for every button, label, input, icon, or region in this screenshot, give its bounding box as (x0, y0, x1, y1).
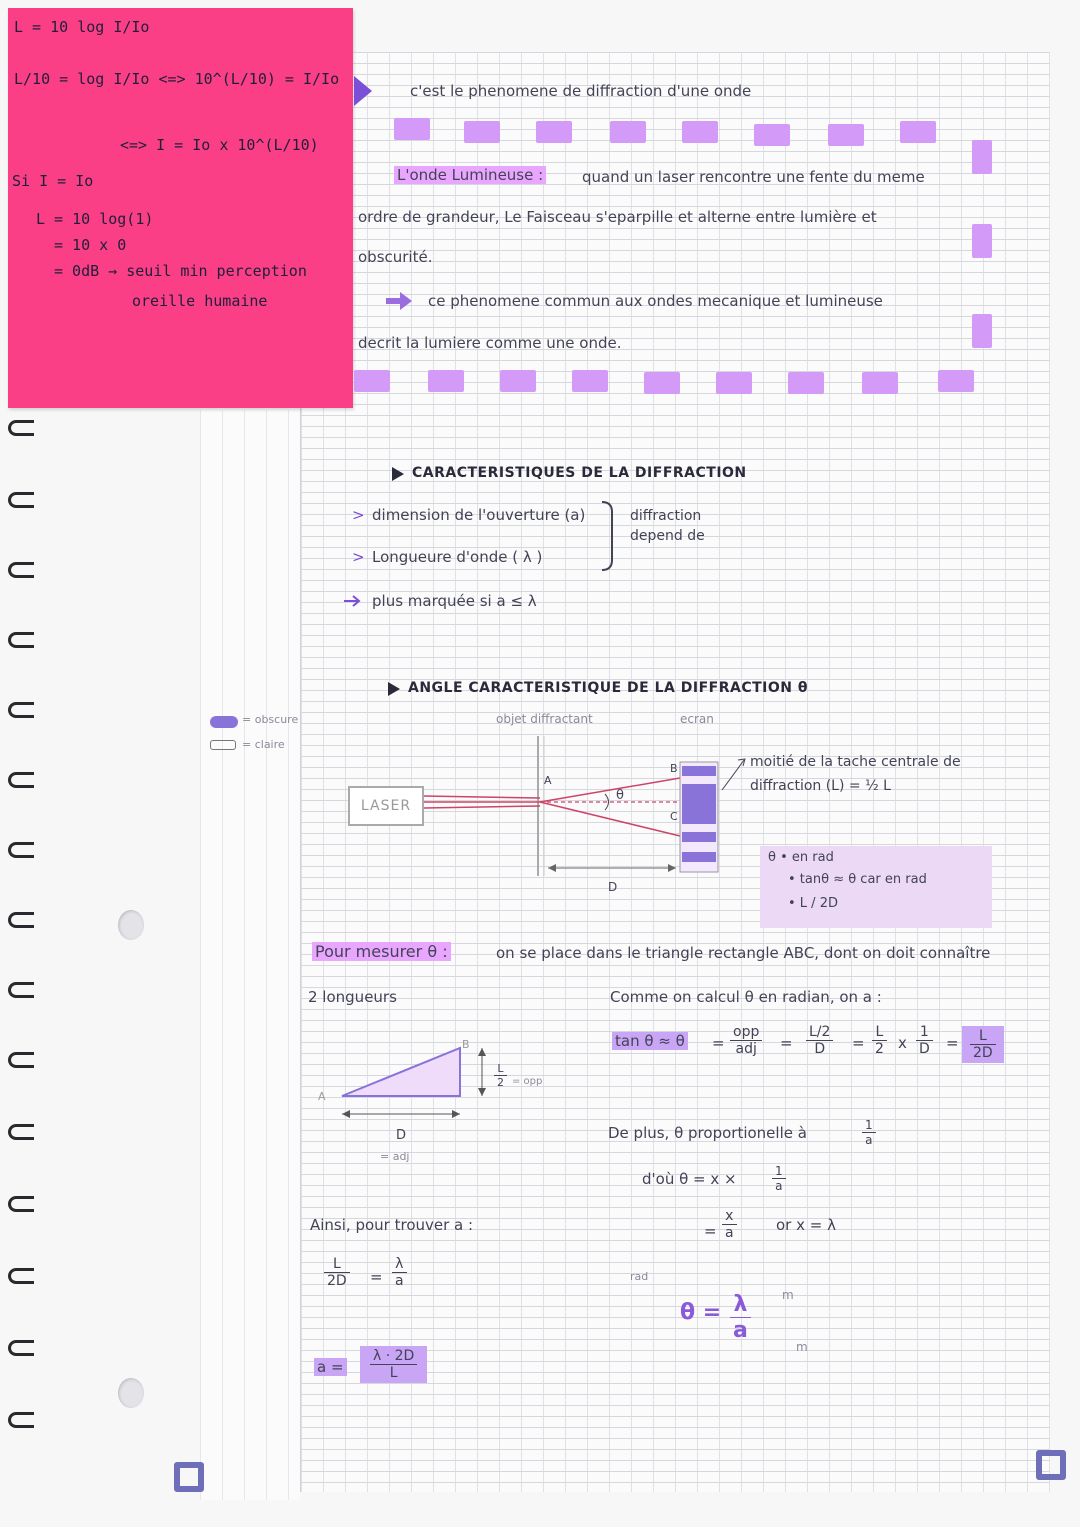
deco-tile (828, 124, 864, 146)
arrow-marker-icon (352, 74, 374, 108)
tri-l2 (494, 1062, 507, 1089)
deco-tile (394, 118, 430, 140)
spiral-ring (8, 1412, 34, 1428)
moitie-text: diffraction (L) = ½ L (750, 778, 891, 794)
fraction-den: 2 (497, 1076, 504, 1089)
diffraction-diagram (420, 736, 740, 886)
arrow-right-icon (344, 594, 364, 608)
tri-point-b: B (462, 1038, 470, 1051)
fraction-num: L/2 (806, 1024, 833, 1041)
equals: = (852, 1034, 865, 1052)
a-formula-label: a = (314, 1358, 347, 1376)
fraction (916, 1024, 933, 1057)
equals: = (704, 1222, 717, 1240)
fraction-num: 1 (862, 1118, 876, 1133)
fraction (872, 1024, 887, 1057)
note-line: • L / 2D (788, 896, 838, 911)
sticky-line: = 0dB → seuil min perception (54, 262, 307, 280)
corner-mark-icon (1036, 1450, 1066, 1480)
char-item: Longueure d'onde ( λ ) (372, 548, 543, 566)
deco-tile (682, 121, 718, 143)
measure-title: Pour mesurer θ : (312, 942, 451, 961)
fraction (392, 1256, 407, 1289)
fraction-den: L (389, 1365, 398, 1381)
d-label: D (608, 880, 618, 894)
times: x (898, 1034, 907, 1052)
tri-adj: = adj (380, 1150, 410, 1163)
sticky-line: = 10 x 0 (54, 236, 127, 254)
sticky-line: L/10 = log I/Io <=> 10^(L/10) = I/Io (14, 70, 340, 88)
sticky-line: L = 10 log(1) (36, 210, 154, 228)
fraction-den: D (919, 1041, 930, 1057)
intro-line: obscurité. (358, 248, 433, 266)
sticky-line: Si I = Io (12, 172, 94, 190)
fraction (862, 1118, 876, 1147)
note-line: θ • en rad (768, 850, 834, 865)
fraction-num: L (494, 1062, 507, 1076)
chevron-right-icon: > (352, 506, 365, 524)
legend-obscure-swatch (210, 716, 238, 728)
deco-tile (610, 121, 646, 143)
legend-obscure: = obscure (242, 713, 299, 726)
fraction-num: L (970, 1028, 996, 1045)
bullet-triangle-icon (388, 682, 400, 696)
fraction-den: a (395, 1273, 404, 1289)
deco-tile (972, 140, 992, 174)
note-line: • tanθ ≈ θ car en rad (788, 872, 927, 887)
chevron-right-icon: > (352, 548, 365, 566)
proportion-text: d'où θ = x × (642, 1170, 737, 1188)
fraction-den: adj (735, 1041, 757, 1057)
fraction (722, 1208, 737, 1241)
deco-tile (972, 224, 992, 258)
fraction-num: opp (730, 1024, 762, 1041)
fraction-num: λ · 2D (370, 1348, 417, 1365)
intro-line: ce phenomene commun aux ondes mecanique et lumineuse (428, 292, 883, 310)
bracket-label: diffraction (630, 508, 702, 524)
bullet-triangle-icon (392, 467, 404, 481)
fraction-num: λ (392, 1256, 407, 1273)
intro-line: c'est le phenomene de diffraction d'une onde (410, 82, 752, 100)
bracket-icon (600, 500, 616, 572)
legend-claire-swatch (210, 740, 236, 750)
spiral-ring (8, 1052, 34, 1068)
equals: = (946, 1034, 959, 1052)
intro-line: decrit la lumiere comme une onde. (358, 334, 622, 352)
deco-tile (644, 372, 680, 394)
arrow-right-icon (384, 290, 414, 312)
spiral-ring (8, 772, 34, 788)
measure-text: on se place dans le triangle rectangle ABC, dont on doit connaître (496, 944, 991, 962)
spiral-ring (8, 1268, 34, 1284)
intro-line: ordre de grandeur, Le Faisceau s'eparpille et alterne entre lumière et (358, 208, 877, 226)
deco-tile (572, 370, 608, 392)
spiral-ring (8, 562, 34, 578)
char-item: dimension de l'ouverture (a) (372, 506, 586, 524)
deco-tile (536, 121, 572, 143)
fraction (324, 1256, 350, 1289)
pointer-arrow-icon (718, 754, 748, 794)
punch-hole (118, 1378, 144, 1408)
laser-box: LASER (348, 786, 424, 826)
tri-d: D (396, 1128, 407, 1143)
fraction-den: 2 (875, 1041, 884, 1057)
deco-tile (938, 370, 974, 392)
objet-label: objet diffractant (496, 712, 593, 726)
deco-tile (862, 372, 898, 394)
tri-point-a: A (318, 1090, 326, 1103)
equals: = (780, 1034, 793, 1052)
fraction-den: a (865, 1133, 873, 1147)
fraction-num: 1 (916, 1024, 933, 1041)
section-title: ANGLE CARACTERISTIQUE DE LA DIFFRACTION θ (408, 680, 808, 696)
spiral-ring (8, 492, 34, 508)
spiral-ring (8, 1124, 34, 1140)
deco-tile (788, 372, 824, 394)
fraction-den: D (814, 1041, 826, 1057)
deco-tile (428, 370, 464, 392)
ecran-label: ecran (680, 712, 714, 726)
corner-mark-icon (174, 1462, 204, 1492)
spiral-ring (8, 842, 34, 858)
spiral-ring (8, 912, 34, 928)
moitie-text: moitié de la tache centrale de (750, 754, 961, 770)
fraction-den: 2D (973, 1045, 993, 1061)
fraction-num: x (722, 1208, 737, 1225)
char-conclusion: plus marquée si a ≤ λ (372, 592, 537, 610)
fraction-num: 1 (772, 1164, 786, 1179)
point-a: A (544, 774, 552, 787)
measure-text: 2 longueurs (308, 988, 397, 1006)
tri-opp: = opp (512, 1076, 543, 1087)
punch-hole (118, 910, 144, 940)
fraction-num: L (872, 1024, 887, 1041)
deco-tile (464, 121, 500, 143)
theta-symbol: θ (616, 788, 624, 803)
deco-tile (900, 121, 936, 143)
fraction (730, 1024, 762, 1057)
tan-label: tan θ ≈ θ (612, 1032, 688, 1050)
sticky-note (8, 8, 353, 408)
sticky-line: <=> I = Io x 10^(L/10) (120, 136, 319, 154)
deco-tile (354, 370, 390, 392)
deco-tile (972, 314, 992, 348)
point-b: B (670, 762, 678, 775)
intro-line: quand un laser rencontre une fente du meme (582, 168, 925, 186)
fraction (772, 1164, 786, 1193)
spiral-ring (8, 632, 34, 648)
fraction-den: a (775, 1179, 783, 1193)
unit-m: m (796, 1340, 808, 1354)
theta-formula (730, 1292, 751, 1343)
deco-tile (754, 124, 790, 146)
a-formula (360, 1346, 427, 1383)
section-title: CARACTERISTIQUES DE LA DIFFRACTION (412, 465, 747, 481)
spiral-ring (8, 1196, 34, 1212)
theta-formula-label: θ = (680, 1300, 722, 1325)
point-c: C (670, 810, 678, 823)
spiral-ring (8, 982, 34, 998)
sticky-line: oreille humaine (132, 292, 268, 310)
fraction (806, 1024, 833, 1057)
fraction-result (962, 1026, 1004, 1063)
spiral-ring (8, 1340, 34, 1356)
equals: = (370, 1268, 383, 1286)
onde-label: L'onde Lumineuse : (394, 166, 546, 184)
fraction-den: a (733, 1318, 748, 1343)
fraction-den: 2D (327, 1273, 347, 1289)
proportion-text: De plus, θ proportionelle à (608, 1124, 807, 1142)
fraction-num: L (324, 1256, 350, 1273)
comme-text: Comme on calcul θ en radian, on a : (610, 988, 882, 1006)
spiral-ring (8, 702, 34, 718)
rad-note: rad (630, 1270, 649, 1283)
fraction-num: λ (730, 1292, 751, 1318)
deco-tile (716, 372, 752, 394)
bracket-label: depend de (630, 528, 705, 544)
fraction-den: a (725, 1225, 734, 1241)
ainsi-label: Ainsi, pour trouver a : (310, 1216, 474, 1234)
equals: = (712, 1034, 725, 1052)
margin-grid (200, 410, 300, 1500)
or-text: or x = λ (776, 1216, 836, 1234)
spiral-ring (8, 420, 34, 436)
legend-claire: = claire (242, 738, 285, 751)
deco-tile (500, 370, 536, 392)
unit-m: m (782, 1288, 794, 1302)
sticky-line: L = 10 log I/Io (14, 18, 150, 36)
